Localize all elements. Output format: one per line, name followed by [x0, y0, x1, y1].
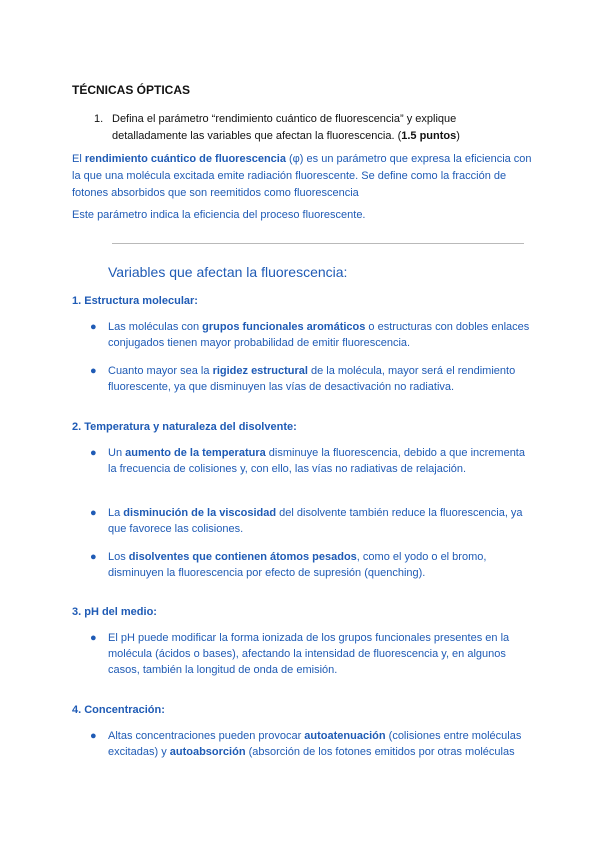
- section-3-list: [90, 630, 530, 678]
- intro-paragraph-1: [72, 151, 532, 202]
- item-text: Un: [108, 447, 126, 459]
- question-1: [94, 111, 494, 145]
- item-text: La: [108, 507, 124, 519]
- item-bold: disminución de la viscosidad: [123, 507, 277, 519]
- list-item: [90, 549, 530, 581]
- bullet-icon: ●: [90, 447, 97, 459]
- item-text: (colisiones entre moléculas excitadas) y: [108, 730, 522, 758]
- question-text-main: Defina el parámetro “rendimiento cuántico de fluorescencia” y explique detalladamente las variables que afectan la fluorescencia. (: [112, 113, 457, 142]
- bullet-icon: ●: [90, 321, 97, 333]
- item-bold: disolventes que contienen átomos pesados: [128, 551, 357, 563]
- section-1-list-b: [90, 363, 530, 395]
- list-item: [90, 630, 530, 678]
- list-item: [90, 505, 530, 537]
- section-4-list: [90, 728, 530, 760]
- item-bold: rigidez estructural: [212, 365, 308, 377]
- item-text: El pH puede modificar la forma ionizada de los grupos funcionales presentes en la molécula (ácidos o bases), afectando la intensidad de fluorescencia y, en algunos casos, también la longitud de onda de emisión.: [108, 632, 510, 676]
- section-1-list: [90, 319, 530, 351]
- horizontal-divider: [112, 243, 524, 244]
- section-title-4: 4. Concentración:: [72, 704, 165, 716]
- bullet-icon: ●: [90, 507, 97, 519]
- bullet-icon: ●: [90, 730, 97, 742]
- item-bold: aumento de la temperatura: [125, 447, 266, 459]
- item-text: de la molécula, mayor será el rendimiento fluorescente, ya que disminuyen las vías de desactivación no radiativa.: [108, 365, 516, 393]
- section-title-1: 1. Estructura molecular:: [72, 295, 198, 307]
- bullet-icon: ●: [90, 551, 97, 563]
- item-text: Los: [108, 551, 129, 563]
- item-bold: grupos funcionales aromáticos: [202, 321, 366, 333]
- item-text: o estructuras con dobles enlaces conjugados tienen mayor probabilidad de emitir fluorescencia.: [108, 321, 530, 349]
- section-2-list: [90, 445, 530, 477]
- question-number: 1.: [94, 113, 104, 125]
- list-item: [90, 445, 530, 477]
- bullet-icon: ●: [90, 365, 97, 377]
- list-item: [90, 363, 530, 395]
- intro-bold-term: rendimiento cuántico de fluorescencia: [84, 153, 286, 165]
- question-points: 1.5 puntos: [401, 130, 457, 142]
- question-text: [112, 111, 494, 145]
- intro-text-rest: (φ) es un parámetro que expresa la eficiencia con la que una molécula excitada emite radiación fluorescente. Se define como la fracción de fotones absorbidos que son reemitidos como fluorescencia: [72, 153, 532, 199]
- item-text: (absorción de los fotones emitidos por otras moléculas: [245, 746, 515, 758]
- item-text: , como el yodo o el bromo, disminuyen la fluorescencia por efecto de supresión (quenching).: [108, 551, 487, 579]
- item-text: Las moléculas con: [108, 321, 203, 333]
- section-title-2: 2. Temperatura y naturaleza del disolvente:: [72, 421, 297, 433]
- list-item: [90, 728, 530, 760]
- variables-heading: Variables que afectan la fluorescencia:: [108, 264, 348, 280]
- section-2-list-b: [90, 505, 530, 537]
- bullet-icon: ●: [90, 632, 97, 644]
- item-text: disminuye la fluorescencia, debido a que incrementa la frecuencia de colisiones y, con ello, las vías no radiativas de relajación.: [108, 447, 525, 475]
- item-bold: autoabsorción: [169, 746, 246, 758]
- intro-paragraph-2: Este parámetro indica la eficiencia del proceso fluorescente.: [72, 209, 366, 221]
- section-2-list-c: [90, 549, 530, 581]
- section-title-3: 3. pH del medio:: [72, 606, 157, 618]
- item-bold: autoatenuación: [304, 730, 386, 742]
- document-title: TÉCNICAS ÓPTICAS: [72, 83, 191, 97]
- question-text-end: ): [456, 130, 460, 142]
- item-text: Cuanto mayor sea la: [108, 365, 213, 377]
- intro-text-start: El: [72, 153, 85, 165]
- item-text: del disolvente también reduce la fluorescencia, ya que favorece las colisiones.: [108, 507, 523, 535]
- list-item: [90, 319, 530, 351]
- item-text: Altas concentraciones pueden provocar: [108, 730, 305, 742]
